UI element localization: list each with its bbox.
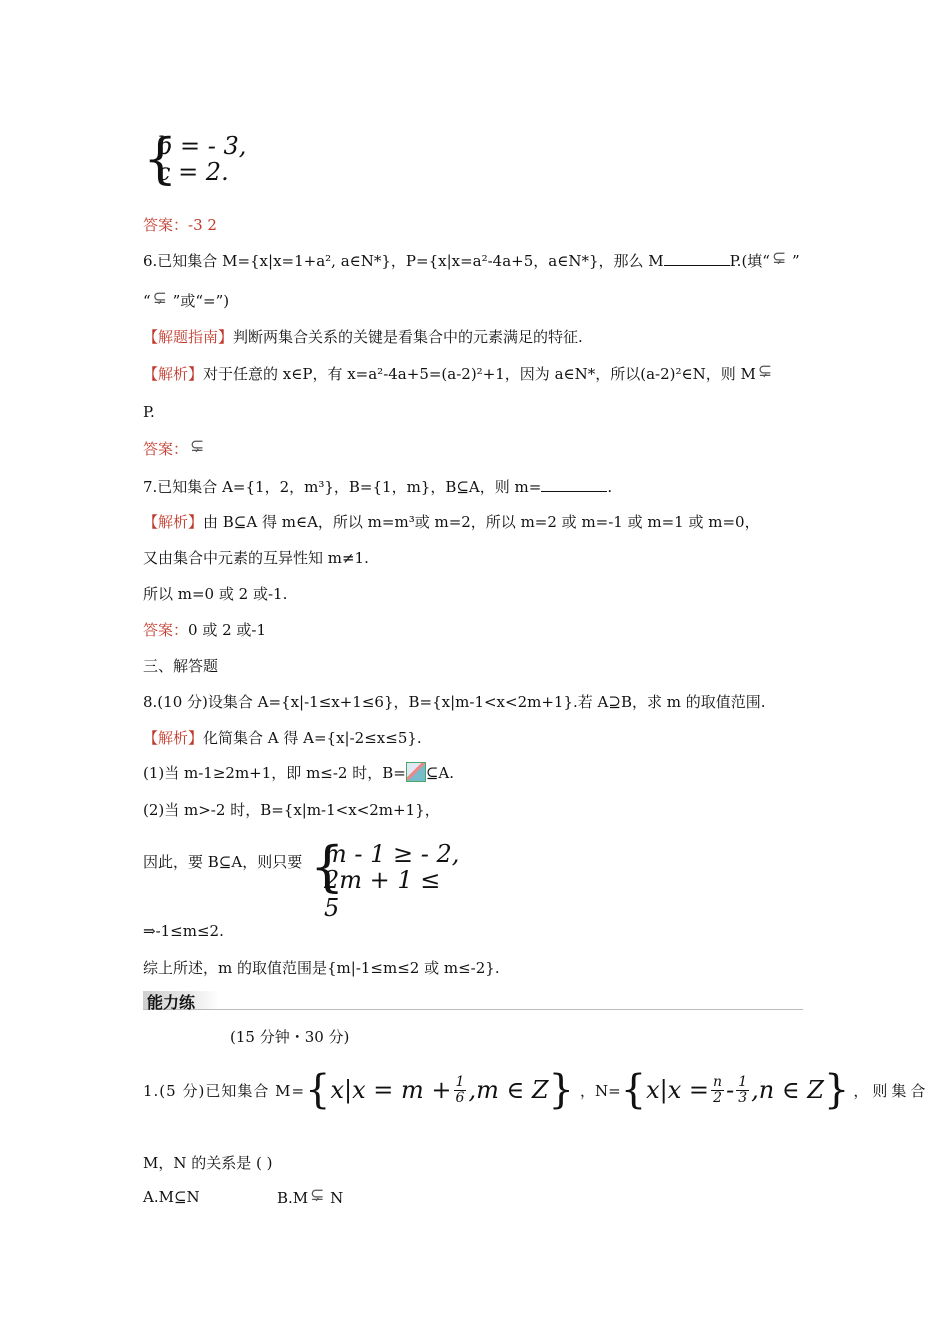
answer-label: 答案： bbox=[143, 440, 189, 458]
left-brace: { bbox=[620, 1067, 647, 1113]
analysis-text: 化简集合 A 得 A={x|-2≤x≤5}. bbox=[203, 729, 422, 747]
proper-subset-icon bbox=[308, 1188, 330, 1206]
system-line-1: b = - 3, bbox=[157, 132, 247, 160]
p1-sep: ，N= bbox=[579, 1081, 621, 1100]
set-m-expr: x|x = m + bbox=[330, 1076, 452, 1104]
system-line-2: c = 2. bbox=[157, 158, 229, 186]
empty-set-image bbox=[406, 762, 426, 782]
numerator: 1 bbox=[738, 1073, 748, 1090]
option-b-text: B.M bbox=[277, 1189, 309, 1207]
set-m-cond: ,m ∈ Z bbox=[468, 1076, 549, 1104]
denominator: 3 bbox=[738, 1089, 748, 1106]
system-line-1: m - 1 ≥ - 2, bbox=[324, 840, 460, 868]
option-a: A.M⊆N bbox=[143, 1188, 200, 1206]
analysis-text: 由 B⊆A 得 m∈A，所以 m=m³或 m=2，所以 m=2 或 m=-1 或 m=1 或 m=0， bbox=[203, 513, 760, 531]
q8-therefore: 因此，要 B⊆A，则只要 bbox=[143, 853, 303, 871]
case1-text: (1)当 m-1≥2m+1，即 m≤-2 时，B= bbox=[143, 764, 406, 782]
q8-case-1 bbox=[143, 762, 454, 783]
denominator: 6 bbox=[455, 1089, 465, 1106]
q7-blank bbox=[541, 477, 607, 492]
option-b-tail: N bbox=[330, 1189, 344, 1207]
set-m bbox=[305, 1067, 574, 1113]
proper-superset-icon bbox=[151, 291, 173, 309]
set-n-expr: x|x = bbox=[646, 1076, 710, 1104]
section-heading-3: 三、解答题 bbox=[143, 657, 219, 675]
analysis-text: 对于任意的 x∈P，有 x=a²-4a+5=(a-2)²+1，因为 a∈N*，所以(a-2)²∈N，则 M bbox=[203, 365, 756, 383]
q6-analysis bbox=[143, 363, 778, 384]
question-6 bbox=[143, 250, 800, 271]
section-title: 能力练 bbox=[147, 993, 196, 1012]
answer-value: 0 或 2 或-1 bbox=[188, 621, 267, 639]
hint-label: 【解题指南】 bbox=[143, 328, 234, 346]
minus-sign: - bbox=[726, 1076, 735, 1104]
q8-case-2: (2)当 m>-2 时，B={x|m-1<x<2m+1}， bbox=[143, 801, 440, 819]
q8-result: ⇒-1≤m≤2. bbox=[143, 922, 224, 940]
answer-label: 答案： bbox=[143, 621, 189, 639]
hint-text: 判断两集合关系的关键是看集合中的元素满足的特征. bbox=[233, 328, 583, 346]
q6-line2-a: “ bbox=[143, 292, 151, 310]
q7-answer bbox=[143, 619, 266, 640]
set-n-cond: ,n ∈ Z bbox=[751, 1076, 824, 1104]
q6-hint bbox=[143, 326, 583, 347]
section-divider bbox=[143, 1009, 803, 1010]
analysis-label: 【解析】 bbox=[143, 513, 204, 531]
q7-text-2: . bbox=[607, 478, 613, 496]
q7-text: 7.已知集合 A={1，2，m³}，B={1，m}，B⊆A，则 m= bbox=[143, 478, 542, 496]
numerator: n bbox=[713, 1073, 723, 1090]
section-time: (15 分钟・30 分) bbox=[230, 1028, 350, 1046]
p1-text-tail: ，则集合 bbox=[853, 1081, 930, 1100]
question-7 bbox=[143, 476, 612, 497]
analysis-label: 【解析】 bbox=[143, 729, 204, 747]
left-brace: { bbox=[310, 835, 345, 898]
q6-text-3: ” bbox=[791, 252, 800, 270]
fraction bbox=[454, 1075, 467, 1106]
set-n bbox=[620, 1067, 850, 1113]
q6-line-2 bbox=[143, 290, 229, 311]
question-8: 8.(10 分)设集合 A={x|-1≤x+1≤6}，B={x|m-1<x<2m+1}.若 A⊇B，求 m 的取值范围. bbox=[143, 693, 766, 711]
option-b bbox=[277, 1188, 343, 1207]
q7-line-2: 又由集合中元素的互异性知 m≠1. bbox=[143, 549, 369, 567]
case1-tail: ⊆A. bbox=[425, 764, 455, 782]
right-brace: } bbox=[823, 1067, 850, 1113]
q6-analysis-tail: P. bbox=[143, 403, 155, 421]
analysis-label: 【解析】 bbox=[143, 365, 204, 383]
system-line-2: 2m + 1 ≤ 5 bbox=[324, 866, 441, 922]
fraction bbox=[736, 1075, 749, 1106]
problem-1 bbox=[143, 1066, 930, 1114]
q6-line2-b: ”或“=”) bbox=[172, 292, 230, 310]
q6-text-2: P.(填“ bbox=[729, 252, 770, 270]
q7-analysis bbox=[143, 511, 760, 532]
denominator: 2 bbox=[713, 1089, 723, 1106]
right-brace: } bbox=[548, 1067, 574, 1113]
q7-line-3: 所以 m=0 或 2 或-1. bbox=[143, 585, 288, 603]
fraction bbox=[711, 1075, 724, 1106]
p1-text: 1.(5 分)已知集合 M= bbox=[143, 1081, 306, 1100]
proper-subset-icon bbox=[756, 364, 778, 382]
answer-label: 答案： bbox=[143, 216, 189, 234]
proper-subset-icon bbox=[188, 439, 210, 457]
left-brace: { bbox=[305, 1067, 331, 1113]
top-equation-system bbox=[143, 127, 263, 190]
proper-subset-icon bbox=[770, 251, 792, 269]
q8-analysis bbox=[143, 727, 422, 748]
q6-answer bbox=[143, 438, 210, 459]
left-brace: { bbox=[143, 127, 178, 190]
q8-inequality-system bbox=[310, 835, 460, 922]
p1-line-2: M，N 的关系是 ( ) bbox=[143, 1154, 273, 1172]
q8-summary: 综上所述，m 的取值范围是{m|-1≤m≤2 或 m≤-2}. bbox=[143, 959, 500, 977]
numerator: 1 bbox=[455, 1073, 465, 1090]
answer-value: -3 2 bbox=[188, 216, 217, 234]
q6-text: 6.已知集合 M={x|x=1+a², a∈N*}，P={x|x=a²-4a+5，a∈N*}，那么 M bbox=[143, 252, 664, 270]
answer-5 bbox=[143, 214, 217, 235]
q6-blank bbox=[664, 251, 730, 266]
